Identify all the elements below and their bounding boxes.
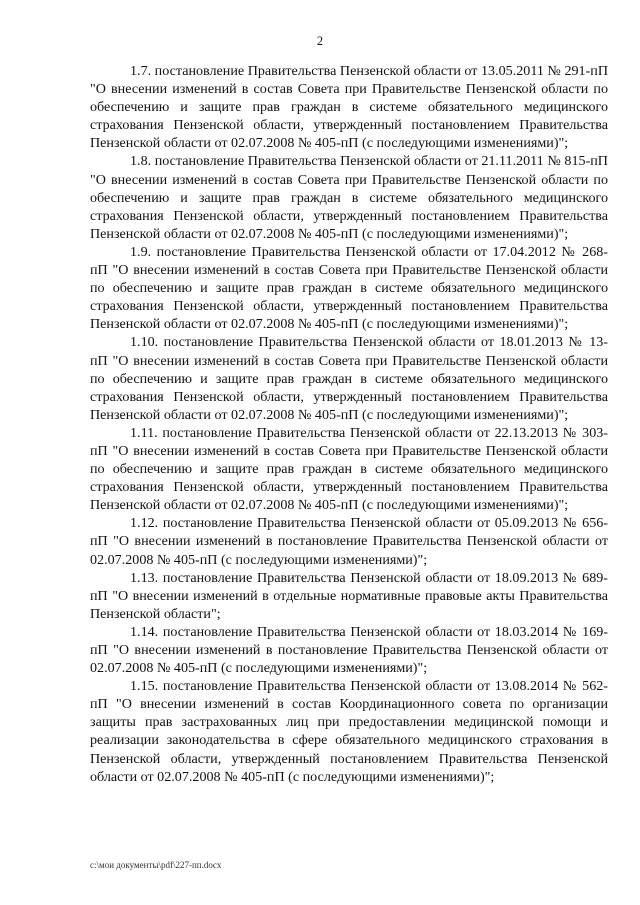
file-path-footer: c:\мои документы\pdf\227-пп.docx — [90, 860, 222, 870]
list-item-1-10: 1.10. постановление Правительства Пензенской области от 18.01.2013 № 13-пП "О внесении изменений в состав Совета при Правительстве Пензенской области по обеспечению и защите прав граждан в системе обязательного медицинского страхования Пензенской области, утвержденный постановлением Правительства Пензенской области от 02.07.2008 № 405-пП (с последующими изменениями)"; — [90, 334, 608, 423]
list-item-1-11: 1.11. постановление Правительства Пензенской области от 22.13.2013 № 303-пП "О внесении изменений в состав Совета при Правительстве Пензенской области по обеспечению и защите прав граждан в системе обязательного медицинского страхования Пензенской области, утвержденный постановлением Правительства Пензенской области от 02.07.2008 № 405-пП (с последующими изменениями)"; — [90, 424, 608, 514]
document-body — [90, 62, 608, 786]
list-item-1-14: 1.14. постановление Правительства Пензенской области от 18.03.2014 № 169-пП "О внесении изменений в постановление Правительства Пензенской области от 02.07.2008 № 405-пП (с последующими изменениями)"; — [90, 623, 608, 677]
list-item-1-15: 1.15. постановление Правительства Пензенской области от 13.08.2014 № 562-пП "О внесении изменений в состав Координационного совета по организации защиты прав застрахованных лиц при предоставлении медицинской помощи и реализации законодательства в сфере обязательного медицинского страхования в Пензенской области, утвержденный постановлением Правительства Пензенской области от 02.07.2008 № 405-пП (с последующими изменениями)"; — [90, 678, 608, 785]
page-number: 2 — [316, 34, 324, 48]
list-item-1-8: 1.8. постановление Правительства Пензенской области от 21.11.2011 № 815-пП "О внесении изменений в состав Совета при Правительстве Пензенской области по обеспечению и защите прав граждан в системе обязательного медицинского страхования Пензенской области, утвержденный постановлением Правительства Пензенской области от 02.07.2008 № 405-пП (с последующими изменениями)"; — [90, 153, 608, 242]
list-item-1-13: 1.13. постановление Правительства Пензенской области от 18.09.2013 № 689-пП "О внесении изменений в отдельные нормативные правовые акты Правительства Пензенской области"; — [90, 569, 608, 622]
list-item-1-7: 1.7. постановление Правительства Пензенской области от 13.05.2011 № 291-пП "О внесении изменений в состав Совета при Правительстве Пензенской области по обеспечению и защите прав граждан в системе обязательного медицинского страхования Пензенской области, утвержденный постановлением Правительства Пензенской области от 02.07.2008 № 405-пП (с последующими изменениями)"; — [90, 63, 608, 152]
list-item-1-12: 1.12. постановление Правительства Пензенской области от 05.09.2013 № 656-пП "О внесении изменений в постановление Правительства Пензенской области от 02.07.2008 № 405-пП (с последующими изменениями)"; — [90, 515, 608, 568]
list-item-1-9: 1.9. постановление Правительства Пензенской области от 17.04.2012 № 268-пП "О внесении изменений в состав Совета при Правительстве Пензенской области по обеспечению и защите прав граждан в системе обязательного медицинского страхования Пензенской области, утвержденный постановлением Правительства Пензенской области от 02.07.2008 № 405-пП (с последующими изменениями)"; — [90, 243, 608, 333]
